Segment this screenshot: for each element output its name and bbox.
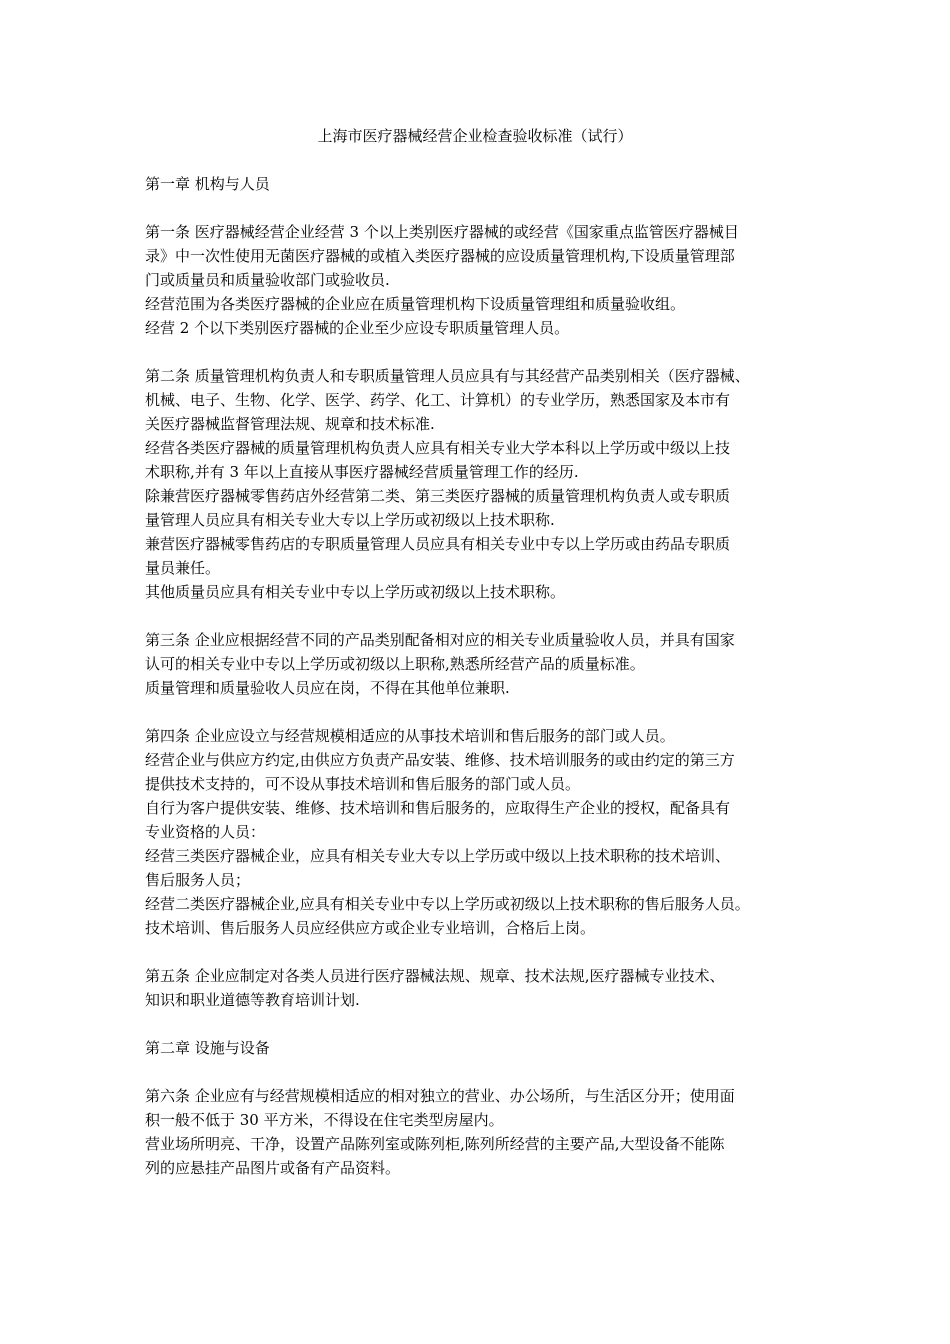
text-line: 量管理人员应具有相关专业大专以上学历或初级以上技术职称. xyxy=(145,511,555,529)
text-line: 列的应悬挂产品图片或备有产品资料。 xyxy=(145,1159,401,1177)
block-spacer xyxy=(145,196,825,220)
document-title: 上海市医疗器械经营企业检查验收标准（试行） xyxy=(317,127,633,145)
text-line: 经营二类医疗器械企业,应具有相关专业中专以上学历或初级以上技术职称的售后服务人员。 xyxy=(145,895,750,913)
text-line: 自行为客户提供安装、维修、技术培训和售后服务的，应取得生产企业的授权，配备具有 xyxy=(145,799,731,817)
text-line: 第一章 机构与人员 xyxy=(145,175,270,193)
text-line: 量员兼任。 xyxy=(145,559,221,577)
text-line: 术职称,并有 3 年以上直接从事医疗器械经营质量管理工作的经历. xyxy=(145,463,579,481)
chapter-heading xyxy=(145,172,825,196)
block-spacer xyxy=(145,604,825,628)
text-line: 门或质量员和质量验收部门或验收员. xyxy=(145,271,390,289)
text-line: 兼营医疗器械零售药店的专职质量管理人员应具有相关专业中专以上学历或由药品专职质 xyxy=(145,535,731,553)
block-spacer xyxy=(145,1060,825,1084)
text-line: 专业资格的人员： xyxy=(145,823,266,841)
text-line: 营业场所明亮、干净，设置产品陈列室或陈列柜,陈列所经营的主要产品,大型设备不能陈 xyxy=(145,1135,725,1153)
text-line: 第二章 设施与设备 xyxy=(145,1039,270,1057)
article-paragraph xyxy=(145,628,825,700)
text-line: 技术培训、售后服务人员应经供应方或企业专业培训，合格后上岗。 xyxy=(145,919,596,937)
article-paragraph xyxy=(145,1084,825,1180)
text-line: 经营各类医疗器械的质量管理机构负责人应具有相关专业大学本科以上学历或中级以上技 xyxy=(145,439,731,457)
text-line: 经营范围为各类医疗器械的企业应在质量管理机构下设质量管理组和质量验收组。 xyxy=(145,295,686,313)
text-line: 第一条 医疗器械经营企业经营 3 个以上类别医疗器械的或经营《国家重点监管医疗器械目 xyxy=(145,223,739,241)
block-spacer xyxy=(145,340,825,364)
text-line: 认可的相关专业中专以上学历或初级以上职称,熟悉所经营产品的质量标准。 xyxy=(145,655,645,673)
article-paragraph xyxy=(145,964,825,1012)
article-paragraph xyxy=(145,220,825,340)
text-line: 其他质量员应具有相关专业中专以上学历或初级以上技术职称。 xyxy=(145,583,566,601)
text-line: 经营 2 个以下类别医疗器械的企业至少应设专职质量管理人员。 xyxy=(145,319,570,337)
text-line: 除兼营医疗器械零售药店外经营第二类、第三类医疗器械的质量管理机构负责人或专职质 xyxy=(145,487,731,505)
text-line: 提供技术支持的，可不设从事技术培训和售后服务的部门或人员。 xyxy=(145,775,581,793)
text-line: 第五条 企业应制定对各类人员进行医疗器械法规、规章、技术法规,医疗器械专业技术、 xyxy=(145,967,725,985)
text-line: 质量管理和质量验收人员应在岗，不得在其他单位兼职. xyxy=(145,679,510,697)
block-spacer xyxy=(145,700,825,724)
block-spacer xyxy=(145,940,825,964)
article-paragraph xyxy=(145,364,825,604)
text-line: 经营企业与供应方约定,由供应方负责产品安装、维修、技术培训服务的或由约定的第三方 xyxy=(145,751,735,769)
text-line: 第三条 企业应根据经营不同的产品类别配备相对应的相关专业质量验收人员，并具有国家 xyxy=(145,631,735,649)
text-line: 知识和职业道德等教育培训计划. xyxy=(145,991,360,1009)
chapter-heading xyxy=(145,1036,825,1060)
article-paragraph xyxy=(145,724,825,940)
text-line: 积一般不低于 30 平方米，不得设在住宅类型房屋内。 xyxy=(145,1111,504,1129)
text-line: 第六条 企业应有与经营规模相适应的相对独立的营业、办公场所，与生活区分开；使用面 xyxy=(145,1087,735,1105)
text-line: 录》中一次性使用无菌医疗器械的或植入类医疗器械的应设质量管理机构,下设质量管理部 xyxy=(145,247,735,265)
block-spacer xyxy=(145,1012,825,1036)
text-line: 售后服务人员； xyxy=(145,871,251,889)
text-line: 机械、电子、生物、化学、医学、药学、化工、计算机）的专业学历，熟悉国家及本市有 xyxy=(145,391,731,409)
text-line: 第四条 企业应设立与经营规模相适应的从事技术培训和售后服务的部门或人员。 xyxy=(145,727,675,745)
text-line: 经营三类医疗器械企业，应具有相关专业大专以上学历或中级以上技术职称的技术培训、 xyxy=(145,847,731,865)
document-body xyxy=(145,172,825,1180)
text-line: 关医疗器械监督管理法规、规章和技术标准. xyxy=(145,415,435,433)
text-line: 第二条 质量管理机构负责人和专职质量管理人员应具有与其经营产品类别相关（医疗器械、 xyxy=(145,367,750,385)
